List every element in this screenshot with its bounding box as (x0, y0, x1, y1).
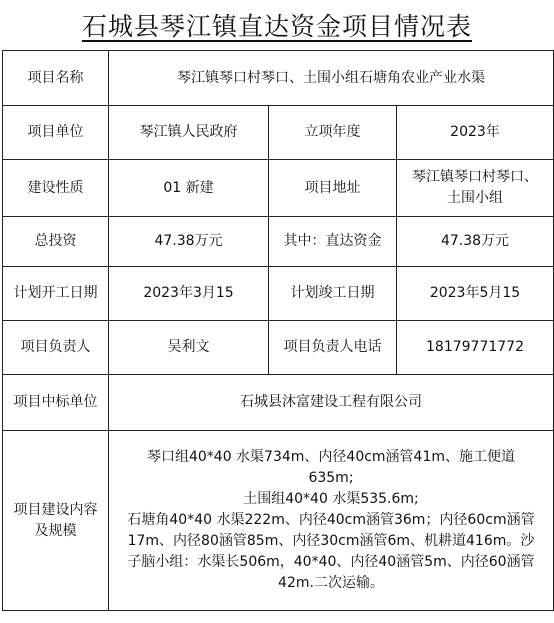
content-line: 子脑小组：水渠长506m，40*40、内径40涵管5m、内径60涵管 (127, 554, 535, 570)
table-row-nature (3, 160, 554, 217)
content-label-line: 及规模 (34, 522, 77, 539)
table-row-dates (3, 267, 554, 321)
project-address-line: 土围小组 (447, 190, 503, 206)
table-row-project-unit (3, 106, 554, 160)
label-direct-funds: 其中：直达资金 (269, 217, 397, 267)
content-line: 17m、内径80涵管85m、内径30cm涵管6m、机耕道416m。沙 (127, 533, 535, 549)
label-approval-year: 立项年度 (269, 106, 397, 160)
label-construction-nature: 建设性质 (3, 160, 109, 217)
project-address-line: 琴江镇琴口村琴口、 (412, 169, 538, 185)
table-row-content (3, 431, 554, 611)
value-approval-year: 2023年 (397, 106, 554, 160)
table-row-project-name (3, 51, 554, 106)
content-line: 42m.二次运输。 (278, 575, 384, 591)
label-project-owner: 项目负责人 (3, 321, 109, 375)
label-project-unit: 项目单位 (3, 106, 109, 160)
label-total-investment: 总投资 (3, 217, 109, 267)
value-construction-nature: 01 新建 (109, 160, 269, 217)
label-completion-date: 计划竣工日期 (269, 267, 397, 321)
value-project-owner: 吴利文 (109, 321, 269, 375)
label-project-address: 项目地址 (269, 160, 397, 217)
table-row-winner (3, 375, 554, 431)
value-start-date: 2023年3月15 (109, 267, 269, 321)
label-construction-content (3, 431, 109, 611)
label-winning-bidder: 项目中标单位 (3, 375, 109, 431)
table-row-owner (3, 321, 554, 375)
label-owner-phone: 项目负责人电话 (269, 321, 397, 375)
label-project-name: 项目名称 (3, 51, 109, 106)
page-title (0, 0, 554, 50)
value-project-address (397, 160, 554, 217)
content-line: 琴口组40*40 水渠734m、内径40cm涵管41m、施工便道 (146, 449, 516, 465)
content-line: 土围组40*40 水渠535.6m; (243, 491, 419, 507)
project-info-table (2, 50, 554, 611)
value-project-unit: 琴江镇人民政府 (109, 106, 269, 160)
content-line: 635m; (308, 470, 354, 486)
table-row-investment (3, 217, 554, 267)
value-winning-bidder: 石城县沐富建设工程有限公司 (109, 375, 554, 431)
value-owner-phone: 18179771772 (397, 321, 554, 375)
value-project-name: 琴江镇琴口村琴口、土围小组石塘角农业产业水渠 (109, 51, 554, 106)
value-completion-date: 2023年5月15 (397, 267, 554, 321)
value-direct-funds: 47.38万元 (397, 217, 554, 267)
value-construction-content (109, 431, 554, 611)
label-start-date: 计划开工日期 (3, 267, 109, 321)
content-line: 石塘角40*40 水渠222m、内径40cm涵管36m；内径60cm涵管 (127, 512, 535, 528)
content-label-line: 项目建设内容 (13, 501, 98, 518)
page-title-text: 石城县琴江镇直达资金项目情况表 (81, 12, 472, 41)
value-total-investment: 47.38万元 (109, 217, 269, 267)
